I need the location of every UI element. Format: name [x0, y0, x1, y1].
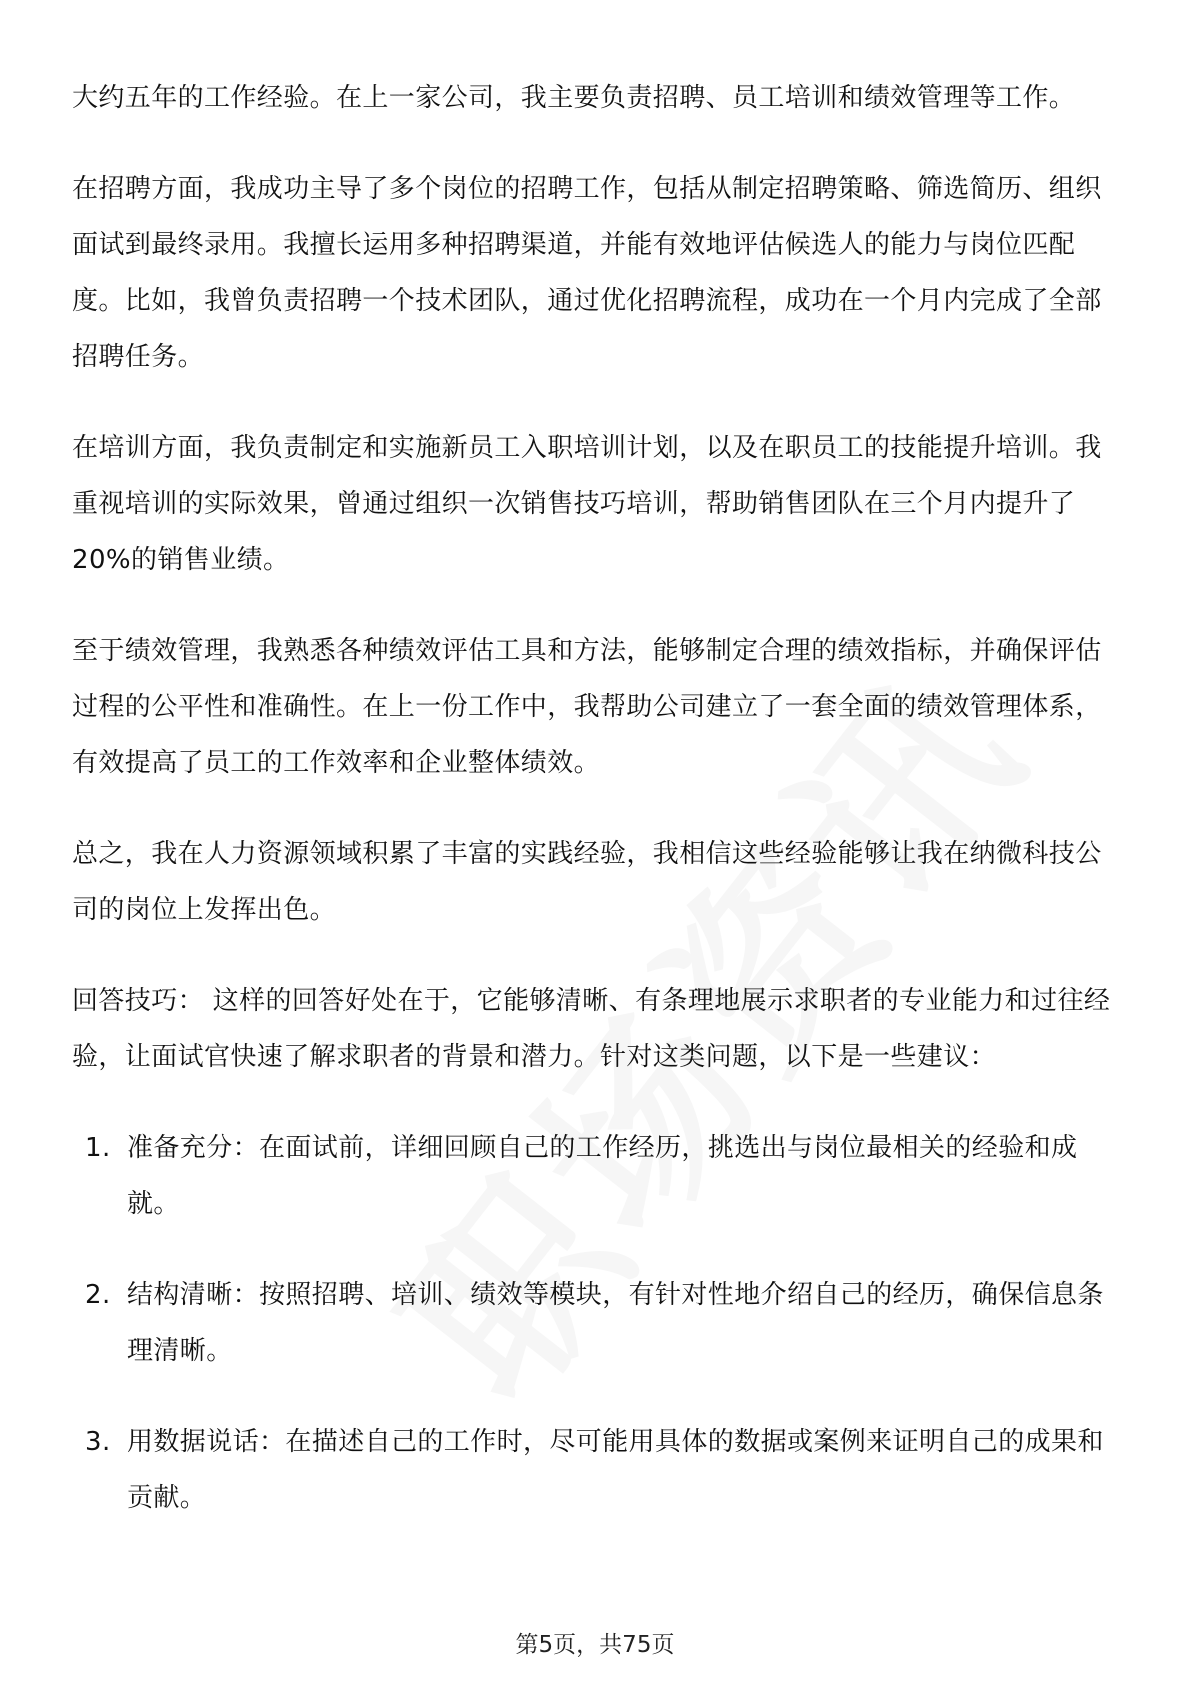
page-number: 第5页，共75页 — [515, 1632, 675, 1658]
document-body — [72, 70, 1122, 1561]
list-item-text: 准备充分：在面试前，详细回顾自己的工作经历，挑选出与岗位最相关的经验和成就。 — [127, 1133, 1078, 1219]
list-item — [72, 1267, 1122, 1379]
list-item — [72, 1414, 1122, 1526]
list-item — [72, 1120, 1122, 1232]
paragraph: 回答技巧： 这样的回答好处在于，它能够清晰、有条理地展示求职者的专业能力和过往经验，让面试官快速了解求职者的背景和潜力。针对这类问题，以下是一些建议： — [72, 986, 1111, 1072]
paragraph: 大约五年的工作经验。在上一家公司，我主要负责招聘、员工培训和绩效管理等工作。 — [72, 83, 1076, 113]
list-item-text: 结构清晰：按照招聘、培训、绩效等模块，有针对性地介绍自己的经历，确保信息条理清晰。 — [127, 1280, 1104, 1366]
paragraph: 总之，我在人力资源领域积累了丰富的实践经验，我相信这些经验能够让我在纳微科技公司的岗位上发挥出色。 — [72, 839, 1102, 925]
paragraph: 在培训方面，我负责制定和实施新员工入职培训计划，以及在职员工的技能提升培训。我重视培训的实际效果，曾通过组织一次销售技巧培训，帮助销售团队在三个月内提升了20%的销售业绩。 — [72, 433, 1102, 575]
list-item-number: 1. — [85, 1133, 111, 1163]
paragraph: 至于绩效管理，我熟悉各种绩效评估工具和方法，能够制定合理的绩效指标，并确保评估过程的公平性和准确性。在上一份工作中，我帮助公司建立了一套全面的绩效管理体系，有效提高了员工的工作效率和企业整体绩效。 — [72, 636, 1102, 778]
list-item-number: 3. — [85, 1427, 111, 1457]
paragraph: 在招聘方面，我成功主导了多个岗位的招聘工作，包括从制定招聘策略、筛选简历、组织面试到最终录用。我擅长运用多种招聘渠道，并能有效地评估候选人的能力与岗位匹配度。比如，我曾负责招聘一个技术团队，通过优化招聘流程，成功在一个月内完成了全部招聘任务。 — [72, 174, 1102, 372]
list-item-number: 2. — [85, 1280, 111, 1310]
tips-list — [72, 1120, 1122, 1526]
list-item-text: 用数据说话：在描述自己的工作时，尽可能用具体的数据或案例来证明自己的成果和贡献。 — [127, 1427, 1104, 1513]
